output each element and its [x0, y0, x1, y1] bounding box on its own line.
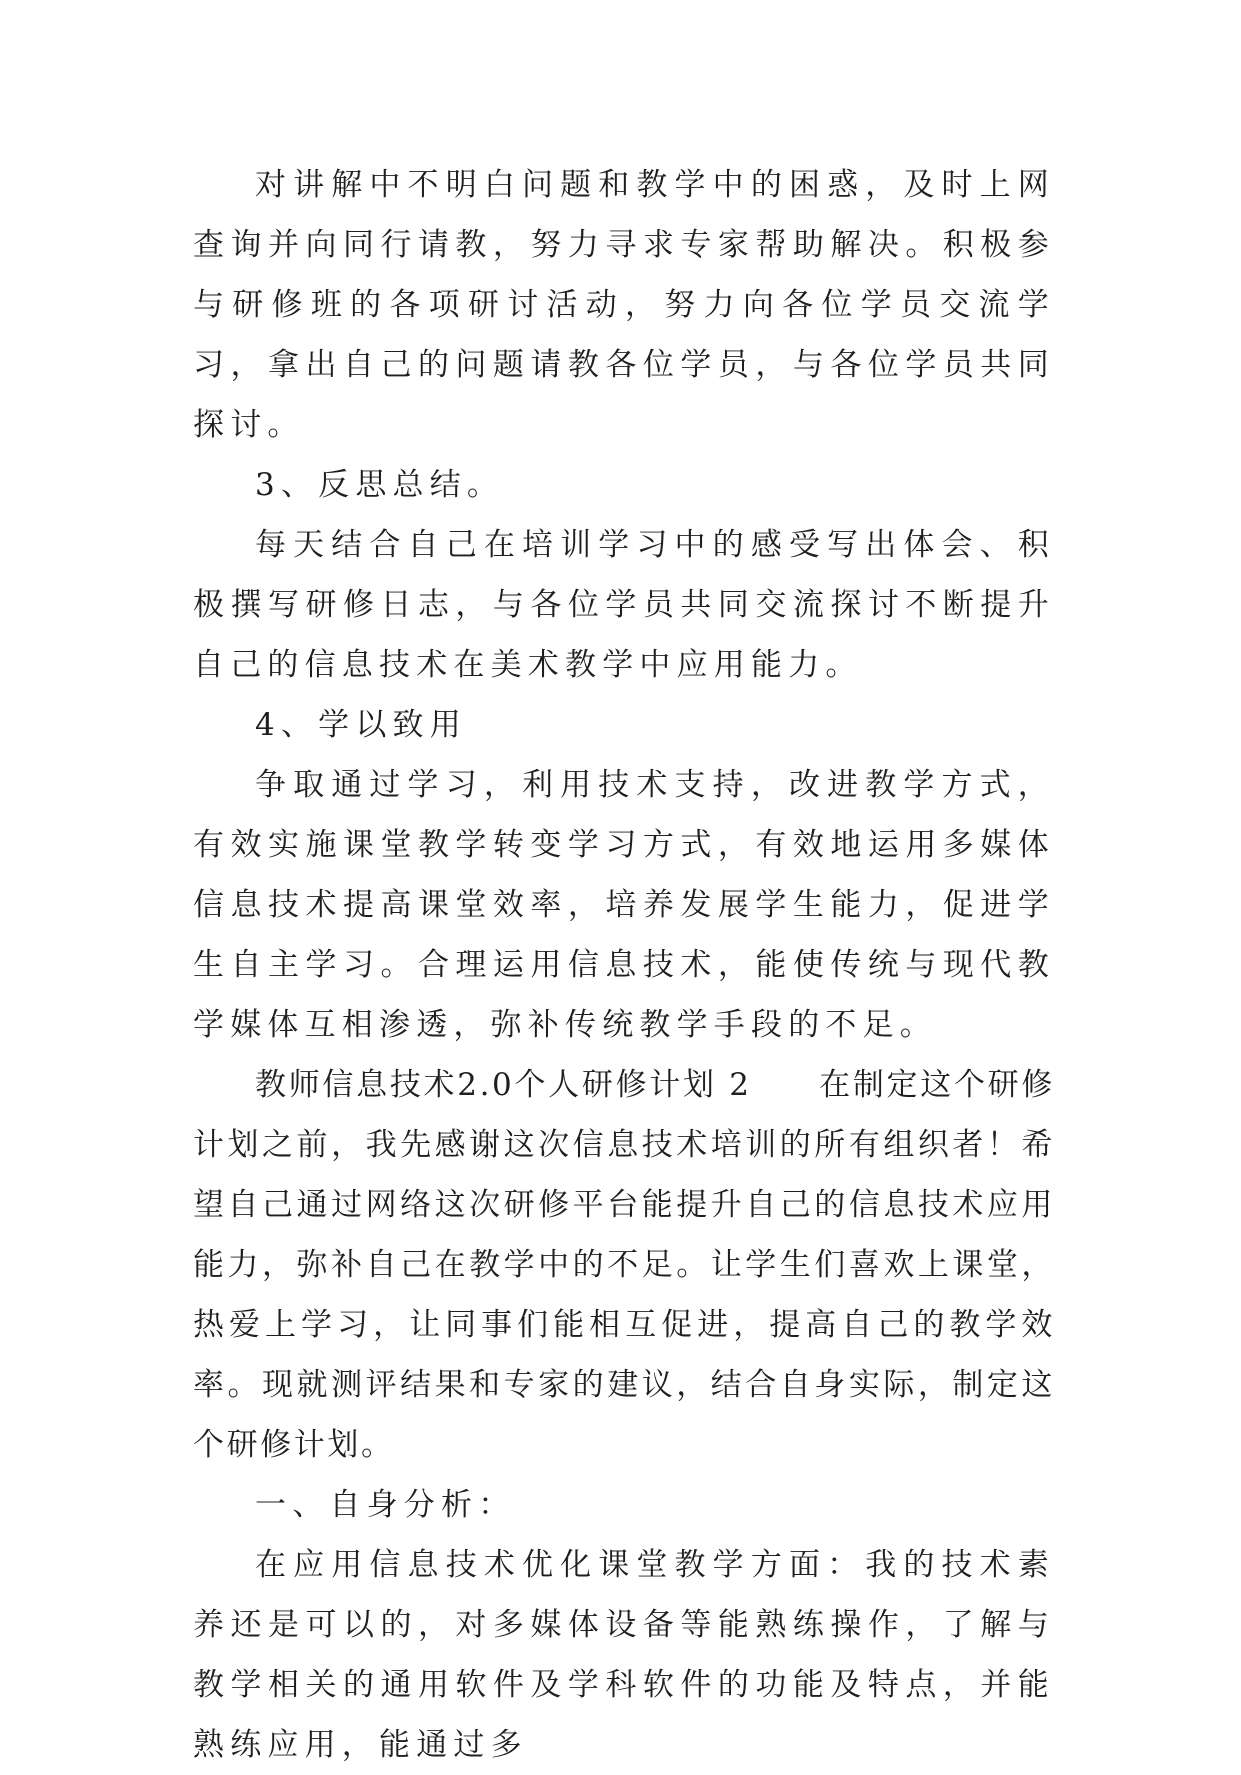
- paragraph-reflection: 每天结合自己在培训学习中的感受写出体会、积极撰写研修日志，与各位学员共同交流探讨不断提升自己的信息技术在美术教学中应用能力。: [193, 527, 1055, 683]
- document-body: [193, 155, 1055, 1775]
- heading-apply-learning: 4、学以致用: [255, 707, 467, 743]
- heading-self-analysis: 一、自身分析：: [255, 1487, 516, 1523]
- heading-reflection-summary: 3、反思总结。: [255, 467, 505, 503]
- paragraph-learning-problems: 对讲解中不明白问题和教学中的困惑，及时上网查询并向同行请教，努力寻求专家帮助解决。积极参与研修班的各项研讨活动，努力向各位学员交流学习，拿出自己的问题请教各位学员，与各位学员共同探讨。: [193, 167, 1055, 443]
- paragraph-self-analysis: 在应用信息技术优化课堂教学方面：我的技术素养还是可以的，对多媒体设备等能熟练操作，了解与教学相关的通用软件及学科软件的功能及特点，并能熟练应用，能通过多: [193, 1547, 1055, 1763]
- paragraph-research-plan-2: 教师信息技术2.0个人研修计划 2 在制定这个研修计划之前，我先感谢这次信息技术培训的所有组织者！希望自己通过网络这次研修平台能提升自己的信息技术应用能力，弥补自己在教学中的不足。让学生们喜欢上课堂，热爱上学习，让同事们能相互促进，提高自己的教学效率。现就测评结果和专家的建议，结合自身实际，制定这个研修计划。: [193, 1067, 1055, 1463]
- paragraph-apply-learning: 争取通过学习，利用技术支持，改进教学方式，有效实施课堂教学转变学习方式，有效地运用多媒体信息技术提高课堂效率，培养发展学生能力，促进学生自主学习。合理运用信息技术，能使传统与现代教学媒体互相渗透，弥补传统教学手段的不足。: [193, 767, 1055, 1043]
